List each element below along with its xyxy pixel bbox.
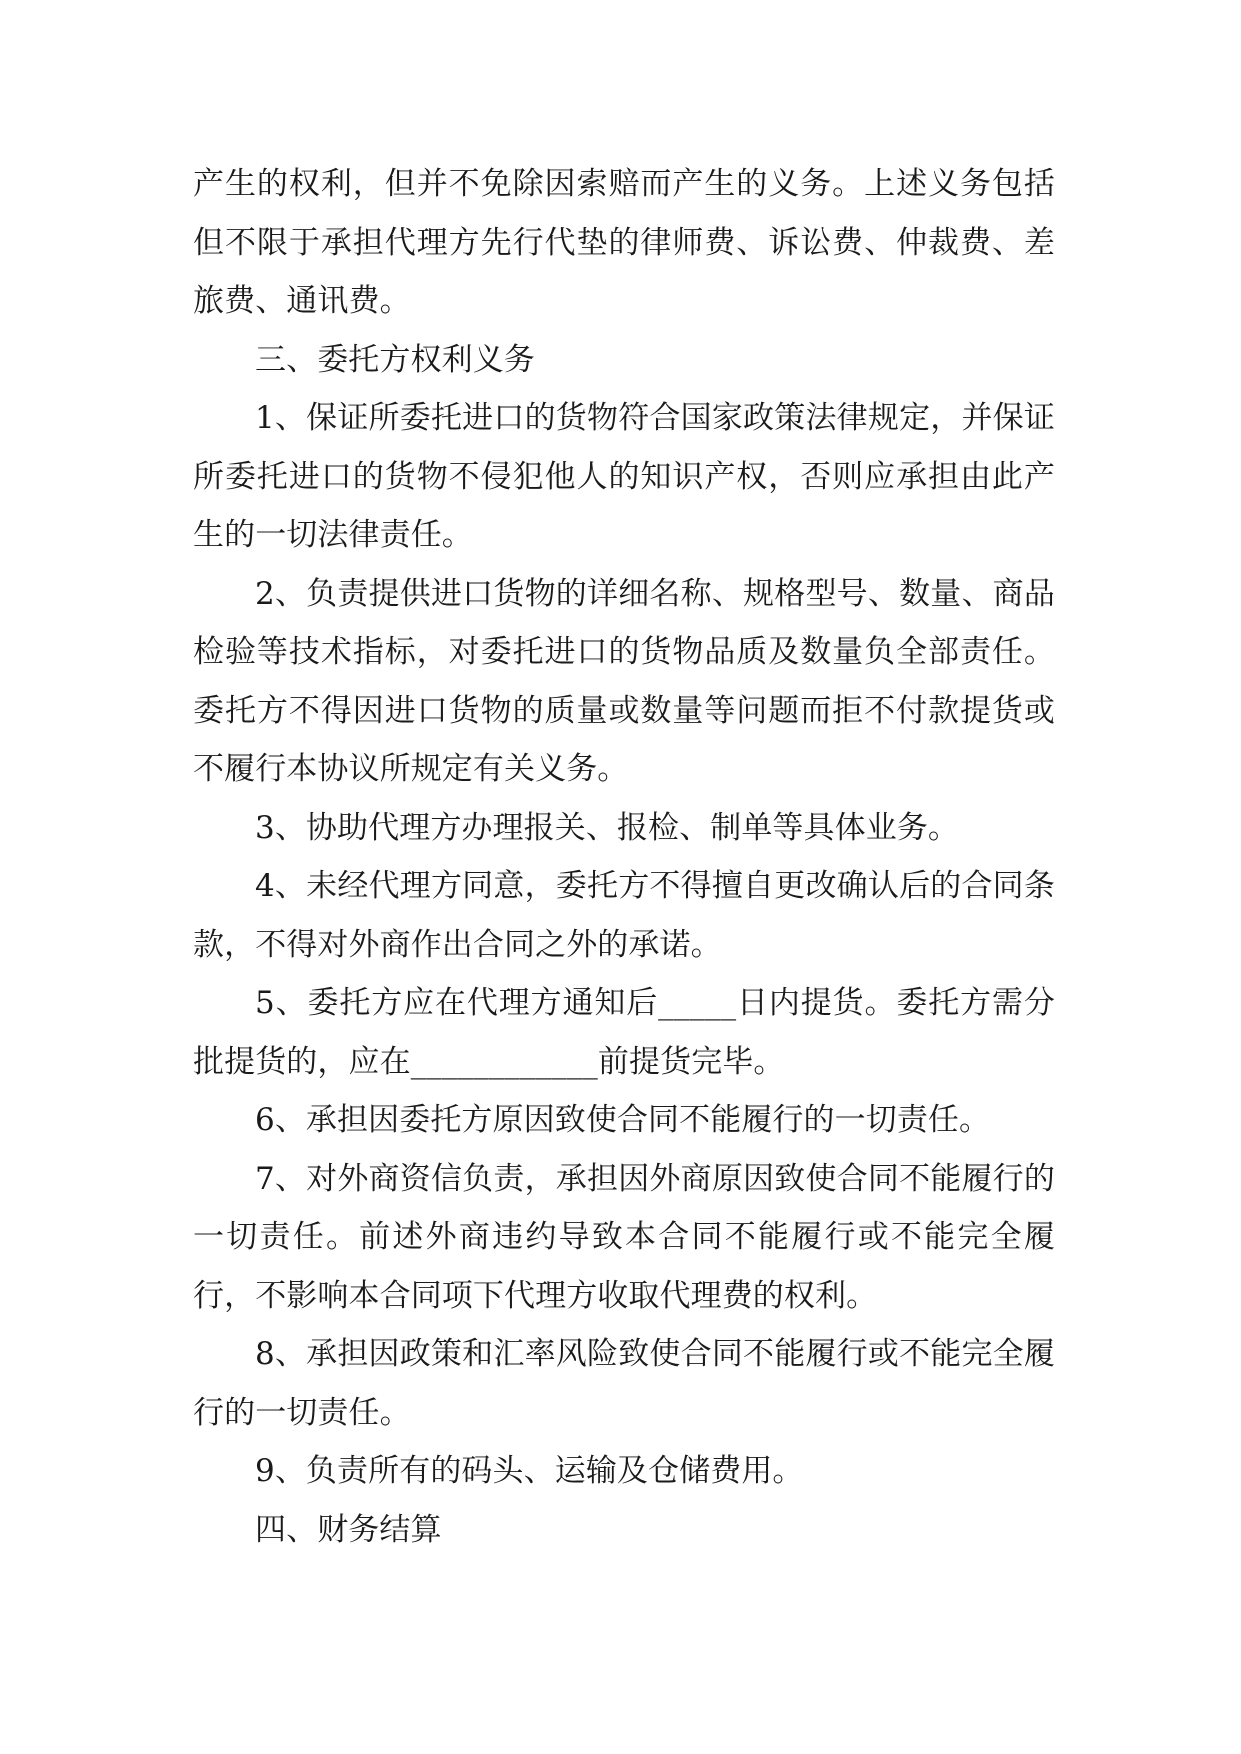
paragraph-continuation: 产生的权利，但并不免除因索赔而产生的义务。上述义务包括但不限于承担代理方先行代垫的律师费、诉讼费、仲裁费、差旅费、通讯费。 (193, 166, 1055, 319)
clause-4: 4、未经代理方同意，委托方不得擅自更改确认后的合同条款，不得对外商作出合同之外的承诺。 (193, 868, 1055, 963)
clause-8: 8、承担因政策和汇率风险致使合同不能履行或不能完全履行的一切责任。 (193, 1336, 1055, 1431)
clause-7: 7、对外商资信负责，承担因外商原因致使合同不能履行的一切责任。前述外商违约导致本合同不能履行或不能完全履行，不影响本合同项下代理方收取代理费的权利。 (193, 1160, 1055, 1314)
clause-1: 1、保证所委托进口的货物符合国家政策法律规定，并保证所委托进口的货物不侵犯他人的知识产权，否则应承担由此产生的一切法律责任。 (193, 400, 1055, 553)
section-heading-principal-rights: 三、委托方权利义务 (255, 341, 535, 378)
clause-9: 9、负责所有的码头、运输及仓储费用。 (255, 1453, 804, 1489)
clause-6: 6、承担因委托方原因致使合同不能履行的一切责任。 (255, 1102, 991, 1138)
document-body (193, 155, 1055, 1559)
clause-2: 2、负责提供进口货物的详细名称、规格型号、数量、商品检验等技术指标，对委托进口的货物品质及数量负全部责任。委托方不得因进口货物的质量或数量等问题而拒不付款提货或不履行本协议所规定有关义务。 (193, 575, 1055, 787)
clause-3: 3、协助代理方办理报关、报检、制单等具体业务。 (255, 809, 960, 846)
clause-5: 5、委托方应在代理方通知后_____日内提货。委托方需分批提货的，应在____________前提货完毕。 (193, 985, 1055, 1080)
section-heading-financial-settlement: 四、财务结算 (255, 1511, 442, 1548)
